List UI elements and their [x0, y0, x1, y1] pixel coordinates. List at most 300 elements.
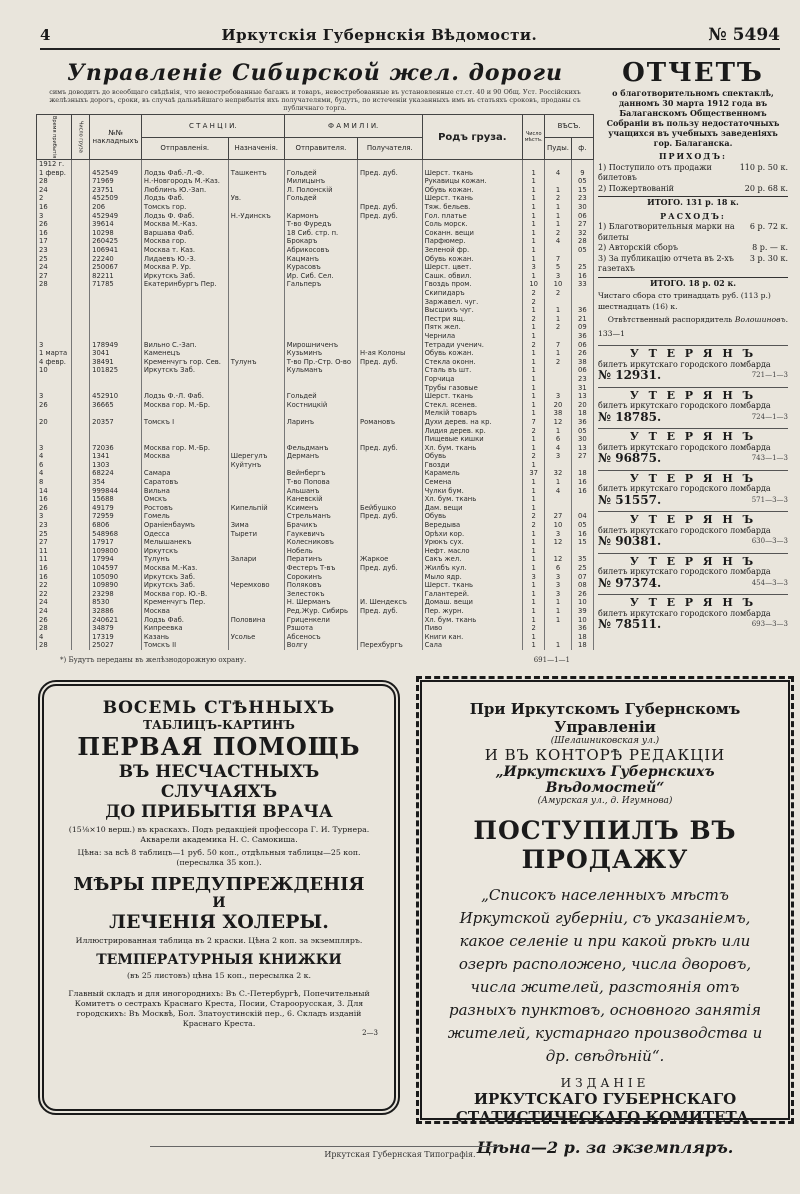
- table-cell: Ир. Сиб. Сел.: [284, 272, 357, 281]
- table-cell: 27: [571, 452, 593, 461]
- table-cell: [284, 427, 357, 436]
- table-cell: 105090: [90, 573, 142, 582]
- table-cell: [228, 427, 284, 436]
- table-cell: [228, 341, 284, 350]
- lost-number: № 90381.: [598, 534, 662, 548]
- table-cell: Вередыва: [422, 521, 523, 530]
- table-cell: [141, 289, 228, 298]
- table-cell: [72, 633, 90, 642]
- table-cell: Залари: [228, 555, 284, 564]
- table-cell: [90, 332, 142, 341]
- table-cell: Фельдманъ: [284, 444, 357, 453]
- table-cell: Н.-Новгородъ М.-Каз.: [141, 177, 228, 186]
- expense-label: 1) Благотворительныя марки на билеты: [598, 222, 735, 242]
- ad2-line7: „Списокъ населенныхъ мѣстъ Иркутской губерніи, съ указаніемъ, какое селеніе и при какой рѣкѣ или озерѣ расположено, числа дворовъ, числа жителей, разстоянія отъ разныхъ пунктовъ, основного занятія жителей, кустарнаго производства и др. свѣдѣній“.: [447, 886, 763, 1065]
- table-cell: [72, 401, 90, 410]
- table-cell: 16: [571, 272, 593, 281]
- table-cell: Зеленой фр.: [422, 246, 523, 255]
- table-cell: [228, 280, 284, 289]
- table-cell: Карамель: [422, 469, 523, 478]
- table-cell: 452549: [90, 169, 142, 178]
- table-cell: [72, 255, 90, 264]
- table-cell: 5: [545, 263, 571, 272]
- table-cell: [284, 160, 357, 169]
- table-cell: 1: [523, 538, 545, 547]
- table-cell: Брокаръ: [284, 237, 357, 246]
- table-cell: Соканн. вещи: [422, 229, 523, 238]
- table-cell: [72, 220, 90, 229]
- table-cell: [545, 246, 571, 255]
- table-cell: 12: [545, 538, 571, 547]
- lost-number: № 18785.: [598, 409, 662, 424]
- table-cell: 16: [571, 530, 593, 539]
- table-row: [37, 607, 594, 616]
- table-cell: [72, 487, 90, 496]
- table-cell: 36: [571, 418, 593, 427]
- table-cell: 3: [545, 590, 571, 599]
- table-cell: [358, 469, 423, 478]
- table-cell: [284, 298, 357, 307]
- table-cell: 1: [523, 246, 545, 255]
- table-cell: Кацманъ: [284, 255, 357, 264]
- table-cell: 1: [545, 186, 571, 195]
- expense-row: [598, 254, 788, 275]
- table-row: [37, 263, 594, 272]
- table-cell: Пред. дуб.: [358, 203, 423, 212]
- table-row: [37, 444, 594, 453]
- table-cell: 3: [545, 392, 571, 401]
- ad1-small1: (15⅛×10 верш.) въ краскахъ. Подъ редакціей профессора Г. И. Турнера. Акварели академика Н. С. Самокиша.: [68, 825, 370, 844]
- lost-body: билетъ иркутскаго городского ломбарда: [598, 525, 771, 535]
- table-cell: [72, 607, 90, 616]
- table-cell: [72, 298, 90, 307]
- table-cell: [284, 384, 357, 393]
- table-cell: 28: [37, 177, 72, 186]
- table-cell: 24: [37, 598, 72, 607]
- table-row: [37, 487, 594, 496]
- table-cell: 1: [523, 323, 545, 332]
- lost-heading: У Т Е Р Я Н Ъ: [629, 513, 757, 526]
- table-cell: 1: [523, 306, 545, 315]
- table-row: [37, 160, 594, 169]
- ad1-small3: Иллюстрированная таблица въ 2 краски. Цѣна 2 коп. за экземпляръ.: [75, 936, 363, 945]
- table-cell: 09: [571, 323, 593, 332]
- table-cell: 1: [523, 349, 545, 358]
- table-cell: 68224: [90, 469, 142, 478]
- ad1-line8: ЛЕЧЕНІЯ ХОЛЕРЫ.: [109, 911, 329, 933]
- table-cell: Гвозди: [422, 461, 523, 470]
- table-cell: 8530: [90, 598, 142, 607]
- table-cell: [72, 332, 90, 341]
- table-cell: Москва т. Каз.: [141, 246, 228, 255]
- table-cell: Лодзь Ф.-Л. Фаб.: [141, 392, 228, 401]
- table-cell: [141, 427, 228, 436]
- table-cell: Рукавицы кожан.: [422, 177, 523, 186]
- table-cell: [358, 530, 423, 539]
- table-row: [37, 564, 594, 573]
- table-cell: 1: [523, 392, 545, 401]
- table-cell: Галантерей.: [422, 590, 523, 599]
- table-row: [37, 229, 594, 238]
- table-row: [37, 624, 594, 633]
- table-cell: [228, 624, 284, 633]
- table-cell: Заржавел. чуг.: [422, 298, 523, 307]
- table-cell: 1: [523, 487, 545, 496]
- table-cell: 452910: [90, 392, 142, 401]
- table-row: [37, 581, 594, 590]
- table-cell: [358, 280, 423, 289]
- table-cell: 05: [571, 427, 593, 436]
- lost-heading: У Т Е Р Я Н Ъ: [629, 471, 757, 485]
- table-cell: [228, 409, 284, 418]
- table-cell: 27: [37, 272, 72, 281]
- ad2-line10: Цѣна—2 р. за экземпляръ.: [476, 1138, 734, 1157]
- table-cell: Нобель: [284, 547, 357, 556]
- table-cell: Москва: [141, 452, 228, 461]
- table-cell: Екатеринбургъ Пер.: [141, 280, 228, 289]
- table-cell: 1: [523, 581, 545, 590]
- table-cell: 05: [571, 521, 593, 530]
- table-cell: 25027: [90, 641, 142, 650]
- table-cell: 1: [523, 598, 545, 607]
- table-cell: [37, 315, 72, 324]
- table-row: [37, 358, 594, 367]
- table-cell: 23: [37, 521, 72, 530]
- table-cell: Т-во Пр.-Стр. О-во: [284, 358, 357, 367]
- income-row: [598, 163, 788, 184]
- table-cell: [358, 272, 423, 281]
- table-row: [37, 512, 594, 521]
- table-cell: 15: [571, 538, 593, 547]
- table-cell: [72, 495, 90, 504]
- table-cell: [90, 306, 142, 315]
- table-cell: 10: [523, 280, 545, 289]
- table-cell: 34879: [90, 624, 142, 633]
- table-cell: Шерст. ткань: [422, 194, 523, 203]
- table-cell: [545, 177, 571, 186]
- ad2-line6: ПОСТУПИЛЪ ВЪ ПРОДАЖУ: [473, 816, 737, 874]
- table-row: [37, 255, 594, 264]
- table-cell: 05: [571, 177, 593, 186]
- table-cell: 106941: [90, 246, 142, 255]
- table-cell: Пред. дуб.: [358, 564, 423, 573]
- table-cell: Кульманъ: [284, 366, 357, 375]
- table-cell: 4: [37, 633, 72, 642]
- table-cell: Дам. вещи: [422, 504, 523, 513]
- table-cell: Гаукевичъ: [284, 530, 357, 539]
- table-cell: [358, 194, 423, 203]
- table-cell: Орѣхи кор.: [422, 530, 523, 539]
- table-row: [37, 237, 594, 246]
- table-cell: [228, 255, 284, 264]
- table-cell: [72, 469, 90, 478]
- table-cell: 20357: [90, 418, 142, 427]
- table-cell: [358, 289, 423, 298]
- table-cell: 1: [545, 315, 571, 324]
- table-cell: [571, 298, 593, 307]
- col-pud: Пуды.: [545, 137, 571, 160]
- income-row: [598, 184, 788, 195]
- table-cell: 2: [523, 289, 545, 298]
- table-cell: [358, 237, 423, 246]
- table-cell: 452949: [90, 212, 142, 221]
- table-cell: Обувь: [422, 452, 523, 461]
- newspaper-title: Иркутскія Губернскія Вѣдомости.: [221, 26, 538, 44]
- table-cell: [284, 306, 357, 315]
- table-cell: 23: [571, 194, 593, 203]
- table-cell: Н.-Удинскъ: [228, 212, 284, 221]
- table-cell: Рзшота: [284, 624, 357, 633]
- table-cell: Гриценкели: [284, 616, 357, 625]
- table-cell: [358, 521, 423, 530]
- lost-notices: [598, 345, 788, 630]
- lost-body: билетъ иркутскаго городского ломбарда: [598, 359, 771, 369]
- table-cell: 7: [523, 418, 545, 427]
- table-cell: [72, 512, 90, 521]
- table-cell: [284, 375, 357, 384]
- table-cell: [228, 203, 284, 212]
- table-cell: Пред. дуб.: [358, 169, 423, 178]
- table-cell: 1: [523, 332, 545, 341]
- col-date: Число груза: [72, 115, 90, 160]
- lost-body: билетъ иркутскаго городского ломбарда: [598, 442, 771, 452]
- lost-number-line: [598, 409, 788, 424]
- table-cell: [284, 332, 357, 341]
- table-cell: Альшанъ: [284, 487, 357, 496]
- table-cell: 3: [37, 212, 72, 221]
- table-cell: [37, 409, 72, 418]
- table-row: [37, 495, 594, 504]
- table-cell: [358, 495, 423, 504]
- col-weight: ВѢСЪ.: [545, 115, 594, 138]
- table-cell: 3: [37, 444, 72, 453]
- table-cell: 1: [545, 598, 571, 607]
- table-cell: 104597: [90, 564, 142, 573]
- table-cell: 33: [571, 280, 593, 289]
- table-cell: 1: [523, 212, 545, 221]
- table-cell: [90, 375, 142, 384]
- table-cell: Москва гор. М.-Бр.: [141, 401, 228, 410]
- table-cell: 8: [37, 478, 72, 487]
- table-cell: 1: [523, 607, 545, 616]
- table-cell: [358, 624, 423, 633]
- table-cell: Парфюмер.: [422, 237, 523, 246]
- table-cell: 23: [571, 375, 593, 384]
- first-aid-advert: [38, 680, 400, 1115]
- table-cell: [72, 392, 90, 401]
- table-cell: Лодзь Фаб.: [141, 616, 228, 625]
- table-cell: 1: [545, 641, 571, 650]
- table-cell: [72, 555, 90, 564]
- lost-heading: У Т Е Р Я Н Ъ: [629, 596, 757, 609]
- table-cell: 354: [90, 478, 142, 487]
- table-cell: [141, 323, 228, 332]
- table-cell: 2: [545, 358, 571, 367]
- table-cell: [545, 624, 571, 633]
- table-cell: Обувь кожан.: [422, 255, 523, 264]
- table-cell: Тетради ученич.: [422, 341, 523, 350]
- expense-value: 6 р. 72 к.: [749, 222, 788, 231]
- table-cell: [284, 461, 357, 470]
- table-cell: Пред. дуб.: [358, 444, 423, 453]
- table-cell: 1: [523, 255, 545, 264]
- table-cell: [228, 306, 284, 315]
- table-cell: Каменецъ: [141, 349, 228, 358]
- table-cell: 32: [571, 229, 593, 238]
- table-cell: 1: [523, 272, 545, 281]
- table-cell: [228, 495, 284, 504]
- table-cell: [358, 246, 423, 255]
- table-cell: Сала: [422, 641, 523, 650]
- table-cell: 1: [545, 203, 571, 212]
- table-cell: Н-ая Колоны: [358, 349, 423, 358]
- table-cell: 22240: [90, 255, 142, 264]
- table-row: [37, 280, 594, 289]
- table-cell: Хл. бум. ткань: [422, 495, 523, 504]
- table-cell: [72, 444, 90, 453]
- table-cell: [228, 401, 284, 410]
- table-cell: 2: [523, 624, 545, 633]
- table-cell: 36: [571, 332, 593, 341]
- table-row: [37, 547, 594, 556]
- table-cell: [284, 203, 357, 212]
- table-row: [37, 194, 594, 203]
- table-cell: 4: [545, 237, 571, 246]
- table-cell: Тулунъ: [141, 555, 228, 564]
- table-cell: 18: [571, 641, 593, 650]
- table-cell: [141, 384, 228, 393]
- table-cell: 17994: [90, 555, 142, 564]
- table-cell: Жаркое: [358, 555, 423, 564]
- table-cell: [358, 401, 423, 410]
- table-cell: [228, 418, 284, 427]
- table-cell: [72, 280, 90, 289]
- table-cell: 6: [545, 435, 571, 444]
- table-cell: [90, 160, 142, 169]
- table-cell: 10: [37, 366, 72, 375]
- lost-number: № 12931.: [598, 368, 662, 382]
- table-cell: [571, 255, 593, 264]
- table-cell: Москва гор.: [141, 237, 228, 246]
- table-cell: Кузьминъ: [284, 349, 357, 358]
- table-cell: [358, 392, 423, 401]
- statistics-advert: [420, 680, 790, 1157]
- table-cell: 26: [37, 504, 72, 513]
- table-cell: [228, 315, 284, 324]
- table-cell: Москва Р. Ур.: [141, 263, 228, 272]
- table-cell: [228, 573, 284, 582]
- table-cell: [358, 461, 423, 470]
- table-cell: [358, 547, 423, 556]
- table-cell: 1: [523, 237, 545, 246]
- table-cell: [545, 504, 571, 513]
- table-cell: Милицынъ: [284, 177, 357, 186]
- table-cell: 20: [545, 401, 571, 410]
- table-row: [37, 616, 594, 625]
- lost-number-line: [598, 370, 788, 381]
- expense-total: ИТОГО. 18 р. 02 к.: [598, 277, 788, 289]
- table-cell: 3: [545, 452, 571, 461]
- table-row: [37, 504, 594, 513]
- table-cell: Соль морск.: [422, 220, 523, 229]
- table-cell: Урюкъ сух.: [422, 538, 523, 547]
- lost-number-line: [598, 536, 788, 547]
- table-row: [37, 418, 594, 427]
- table-cell: [523, 160, 545, 169]
- ad2-line1: При Иркутскомъ Губернскомъ Управленіи: [469, 700, 741, 736]
- report-title: ОТЧЕТЪ: [622, 58, 764, 88]
- table-cell: [545, 384, 571, 393]
- table-cell: [358, 478, 423, 487]
- table-cell: Лодзь Фаб.-Л.-Ф.: [141, 169, 228, 178]
- table-cell: Лодзь Фаб.: [141, 194, 228, 203]
- table-cell: Пред. дуб.: [358, 212, 423, 221]
- table-cell: 6: [37, 461, 72, 470]
- table-cell: 28: [37, 280, 72, 289]
- signed-role: Отвѣтственный распорядитель: [607, 315, 733, 324]
- table-cell: Ператинъ: [284, 555, 357, 564]
- table-cell: [228, 478, 284, 487]
- table-cell: [545, 633, 571, 642]
- table-cell: 548968: [90, 530, 142, 539]
- table-cell: [72, 169, 90, 178]
- table-cell: Высшихъ чуг.: [422, 306, 523, 315]
- table-row: [37, 530, 594, 539]
- table-cell: Абсеносъ: [284, 633, 357, 642]
- table-cell: Семена: [422, 478, 523, 487]
- table-row: [37, 392, 594, 401]
- table-cell: [72, 186, 90, 195]
- table-cell: [72, 409, 90, 418]
- table-cell: [228, 598, 284, 607]
- table-cell: [358, 384, 423, 393]
- table-cell: 1: [523, 616, 545, 625]
- table-cell: 1: [523, 590, 545, 599]
- table-cell: 206: [90, 203, 142, 212]
- table-cell: [72, 452, 90, 461]
- table-cell: Каневскій: [284, 495, 357, 504]
- table-cell: [141, 375, 228, 384]
- table-row: [37, 220, 594, 229]
- table-cell: 10: [545, 521, 571, 530]
- table-cell: [72, 349, 90, 358]
- table-cell: Сталь въ шт.: [422, 366, 523, 375]
- lost-body: билетъ иркутскаго городского ломбарда: [598, 567, 771, 576]
- lost-code: 571—3—3: [751, 495, 788, 504]
- table-cell: Пред. дуб.: [358, 358, 423, 367]
- table-cell: Вильна: [141, 487, 228, 496]
- table-cell: 22: [37, 590, 72, 599]
- table-cell: 1341: [90, 452, 142, 461]
- printer-credit: Иркутская Губернская Типографія.: [324, 1150, 476, 1159]
- table-cell: [358, 573, 423, 582]
- table-cell: Кармонъ: [284, 212, 357, 221]
- table-cell: 32886: [90, 607, 142, 616]
- table-cell: 23: [37, 246, 72, 255]
- lost-code: 724—1—3: [751, 412, 788, 421]
- table-cell: Половина: [228, 616, 284, 625]
- table-cell: [228, 469, 284, 478]
- table-cell: [90, 409, 142, 418]
- table-cell: [228, 332, 284, 341]
- table-cell: Шерст. ткань: [422, 392, 523, 401]
- table-cell: 7: [545, 341, 571, 350]
- table-cell: Лидаевъ Ю.-З.: [141, 255, 228, 264]
- table-row: [37, 203, 594, 212]
- table-cell: [358, 186, 423, 195]
- table-cell: Мыло ядр.: [422, 573, 523, 582]
- table-cell: 06: [571, 212, 593, 221]
